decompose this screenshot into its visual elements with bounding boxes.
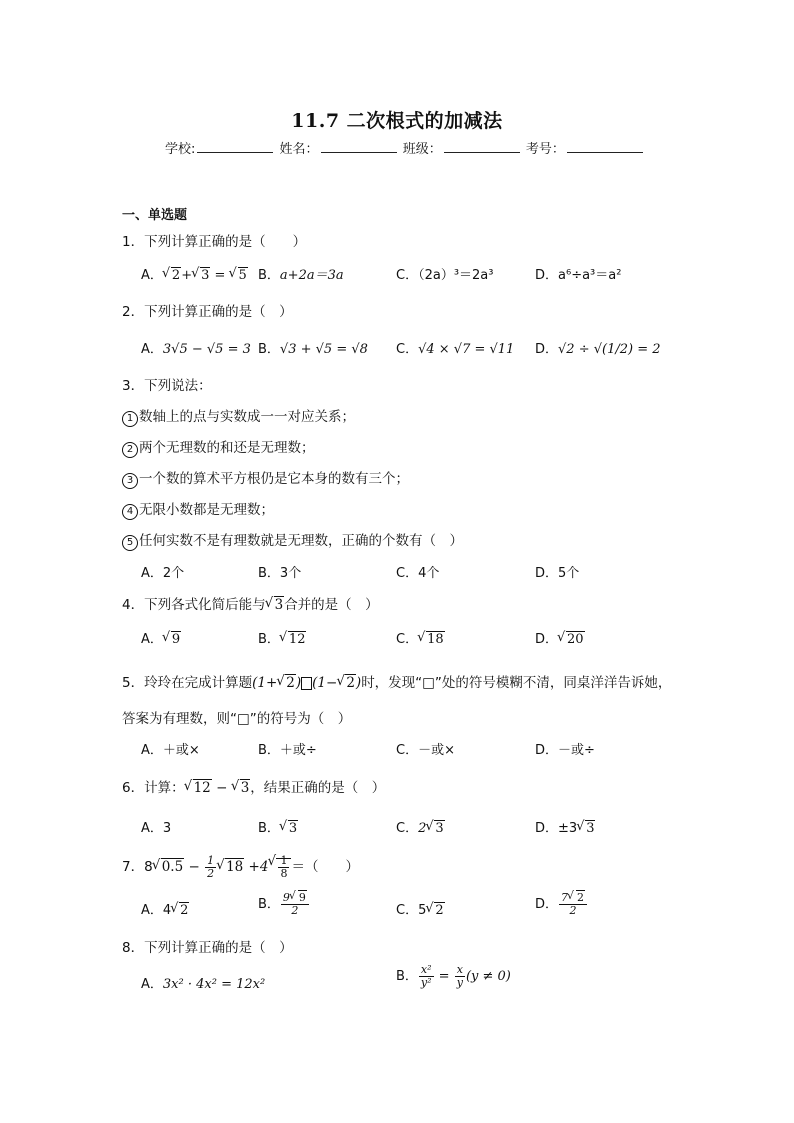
question-7-option-b[interactable]: B． $\frac{9√ 9}{2}$ [258,892,310,917]
question-6-option-a[interactable]: A．3 [141,821,172,836]
item-text: 任何实数不是有理数就是无理数，正确的个数有（ ） [139,533,463,549]
option-letter: B． [258,632,280,647]
q1-a-math: √ 2+√ 3 = √ 5 [163,268,248,283]
item-text: 一个数的算术平方根仍是它本身的数有三个； [139,471,409,487]
question-5-option-d[interactable]: D．－或÷ [535,743,595,758]
option-letter: A． [141,268,163,283]
q2-d-math: √2 ÷ √(1/2) = 2 [558,342,661,357]
question-4-option-c[interactable] [396,628,445,647]
question-3-option-b[interactable]: B．3个 [258,566,302,581]
q1-b-math: a+2a＝3a [279,268,344,283]
circled-1-icon: 1 [122,411,138,427]
circled-2-icon: 2 [122,442,138,458]
question-4-option-a[interactable] [141,628,181,647]
option-letter: B． [258,897,280,912]
option-letter: B． [258,342,280,357]
question-5-option-c[interactable]: C．－或× [396,743,455,758]
option-letter: D．±3 [535,821,578,836]
name-label: 姓名： [279,142,319,157]
school-blank[interactable] [197,140,273,153]
question-2-option-d[interactable] [535,338,661,357]
stem-text: 5．玲玲在完成计算题 [122,675,253,691]
q5-expression: (1+√ 2) (1−√ 2) [252,675,361,691]
question-5-option-b[interactable]: B．＋或÷ [258,743,317,758]
page-title: 11.7 二次根式的加减法 [291,110,503,132]
option-letter: A．4 [141,903,172,918]
question-5-stem [122,671,671,691]
question-3-option-c[interactable]: C．4个 [396,566,440,581]
circled-3-icon: 3 [122,473,138,489]
circled-5-icon: 5 [122,535,138,551]
question-4-stem [122,593,379,613]
exam-no-label: 考号： [525,142,565,157]
radicand: 12 [288,632,306,647]
class-blank[interactable] [444,140,520,153]
q7-expression: √ 0.5 − $\frac{1}{2}$ √ 18 +4 √ $\frac{1}{8}$ [153,859,292,875]
question-2-option-c[interactable] [396,338,514,357]
name-blank[interactable] [321,140,397,153]
q6-expression: √ 12 − √ 3 [185,780,251,796]
question-4-option-b[interactable] [258,628,306,647]
question-2-option-a[interactable] [141,338,251,357]
question-8-option-a[interactable] [141,973,265,992]
question-3-item-4 [122,498,274,520]
question-7-stem [122,855,359,880]
stem-text: ＝（ ） [291,859,359,875]
option-letter: C． [396,632,419,647]
stem-text: 6．计算： [122,780,185,796]
stem-text: 4．下列各式化简后能与 [122,597,266,613]
section-heading: 一、单选题 [122,208,188,223]
option-letter: B． [258,268,280,283]
item-text: 两个无理数的和还是无理数； [139,440,315,456]
option-letter: D． [535,632,559,647]
stem-text: 合并的是（ ） [284,597,379,613]
option-letter: B． [396,969,418,984]
option-letter: C． [396,342,419,357]
option-letter: D． [535,342,559,357]
question-1-option-a[interactable] [141,264,248,283]
question-7-option-c[interactable]: C．5√ 2 [396,899,445,918]
question-5-option-a[interactable]: A．＋或× [141,743,200,758]
question-1-option-b[interactable] [258,264,344,283]
question-8-stem: 8．下列计算正确的是（ ） [122,940,293,956]
question-6-stem [122,776,385,796]
question-6-option-d[interactable]: D．±3√ 3 [535,817,595,836]
radicand: 20 [567,632,584,647]
item-text: 无限小数都是无理数； [139,502,274,518]
blurred-operator-box [301,677,312,690]
question-7-option-a[interactable]: A．4√ 2 [141,899,189,918]
question-8-option-b[interactable] [396,964,511,989]
question-1-option-d[interactable]: D．a⁶÷a³＝a² [535,268,622,283]
option-letter: A． [141,977,163,992]
question-3-item-3 [122,467,409,489]
class-label: 班级： [402,142,442,157]
circled-4-icon: 4 [122,504,138,520]
option-letter: C． [396,821,419,836]
exam-no-blank[interactable] [567,140,643,153]
q2-c-math: √4 × √7 = √11 [418,342,515,357]
student-info-line [165,138,645,157]
school-label: 学校: [165,142,196,157]
q2-a-math: 3√5 − √5 = 3 [162,342,251,357]
option-letter: A． [141,342,163,357]
question-2-stem: 2．下列计算正确的是（ ） [122,304,293,320]
item-text: 数轴上的点与实数成一一对应关系； [139,409,355,425]
radicand: 18 [427,632,444,647]
option-letter: A． [141,632,163,647]
stem-text: 7．8 [122,859,153,875]
question-4-option-d[interactable] [535,628,585,647]
question-6-option-c[interactable]: C．2√ 3 [396,817,445,836]
q2-b-math: √3 + √5 = √8 [279,342,368,357]
question-3-item-5 [122,529,463,551]
q8-a-math: 3x² · 4x² = 12x² [162,977,266,992]
stem-text: 时，发现“□”处的符号模糊不清，同桌洋洋告诉她， [361,675,672,691]
question-3-item-2 [122,436,315,458]
question-2-option-b[interactable] [258,338,368,357]
stem-text: ，结果正确的是（ ） [250,780,386,796]
question-3-option-d[interactable]: D．5个 [535,566,580,581]
question-7-option-d[interactable]: D． $\frac{7√ 2}{2}$ [535,892,588,917]
q8-b-math: $\frac{\text{x²}}{\text{y²}}$ = $\frac{x}{y}$ (y ≠ 0) [420,963,511,989]
question-1-option-c[interactable]: C．（2a）³＝2a³ [396,268,494,283]
sqrt-3: √ 3 [266,597,285,613]
option-letter: B． [258,821,280,836]
question-3-stem: 3．下列说法： [122,378,212,394]
question-3-item-1 [122,405,355,427]
option-letter: C．5 [396,903,427,918]
question-5-stem-2: 答案为有理数，则“□”的符号为（ ） [122,711,352,727]
option-letter: D． [535,897,559,912]
question-6-option-b[interactable]: B．√ 3 [258,817,298,836]
radicand: 9 [171,632,181,647]
question-1-stem: 1．下列计算正确的是（ ） [122,234,307,250]
question-3-option-a[interactable]: A．2个 [141,566,185,581]
